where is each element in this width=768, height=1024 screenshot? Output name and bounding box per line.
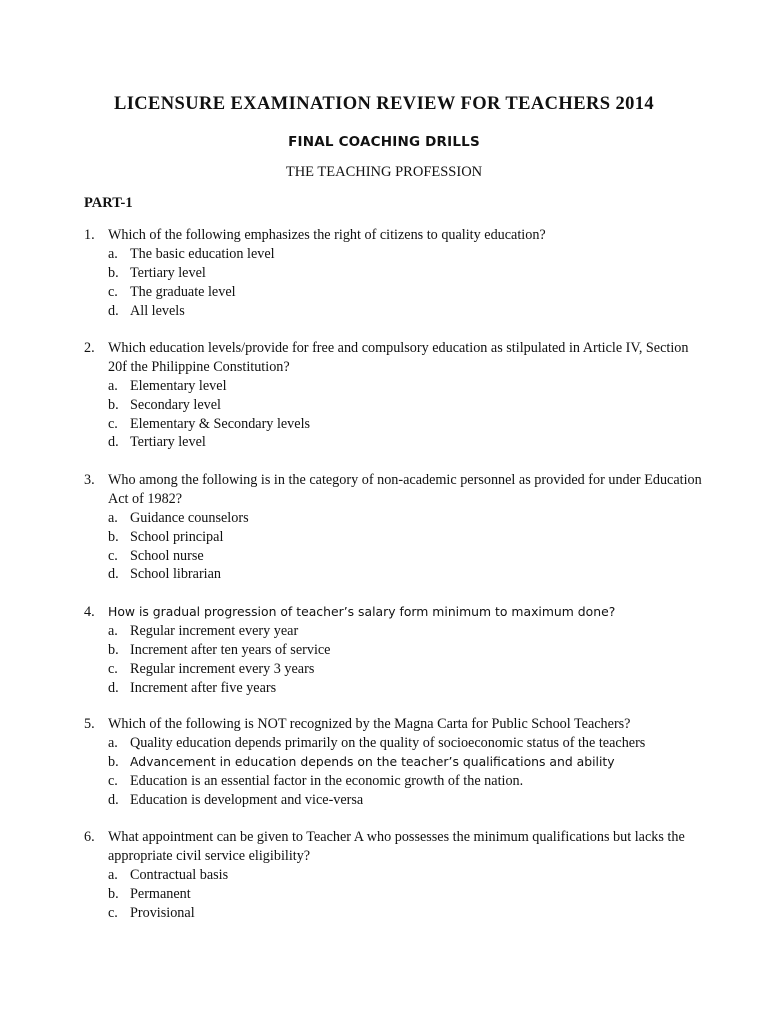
- option-text: Increment after ten years of service: [130, 641, 331, 658]
- option-text: Tertiary level: [130, 264, 206, 281]
- option-letter: a.: [108, 734, 118, 751]
- option-item: [108, 866, 228, 885]
- option-letter: a.: [108, 622, 118, 639]
- option-text: Regular increment every 3 years: [130, 660, 315, 677]
- option-text: Secondary level: [130, 396, 221, 413]
- option-text: The basic education level: [130, 245, 275, 262]
- option-item: [108, 509, 249, 528]
- question-text: What appointment can be given to Teacher A who possesses the minimum qualifications but lacks the appropriate civil service eligibility?: [108, 829, 685, 864]
- option-text: School principal: [130, 528, 224, 545]
- option-text: Advancement in education depends on the teacher’s qualifications and ability: [130, 753, 615, 769]
- option-letter: b.: [108, 396, 119, 413]
- option-text: School librarian: [130, 566, 222, 583]
- option-text: Education is an essential factor in the economic growth of the nation.: [130, 772, 524, 789]
- question-text: Who among the following is in the category of non-academic personnel as provided for under Education Act of 1982?: [108, 472, 702, 507]
- question-number: 4.: [84, 604, 95, 620]
- option-list: [108, 866, 228, 923]
- option-item: [108, 885, 228, 904]
- option-item: [108, 528, 249, 547]
- option-text: Guidance counselors: [130, 509, 249, 526]
- option-item: [108, 547, 249, 566]
- option-text: All levels: [130, 302, 185, 319]
- question-number: 2.: [84, 340, 95, 356]
- option-item: [108, 772, 645, 791]
- document-title: LICENSURE EXAMINATION REVIEW FOR TEACHERS 2014: [113, 94, 655, 114]
- option-text: Tertiary level: [130, 434, 206, 451]
- option-text: School nurse: [130, 547, 204, 564]
- option-item: [108, 302, 275, 321]
- option-letter: c.: [108, 415, 118, 432]
- part-heading: PART-1: [84, 195, 133, 211]
- option-letter: c.: [108, 547, 118, 564]
- option-list: [108, 622, 330, 698]
- option-text: Provisional: [130, 904, 195, 921]
- option-text: Increment after five years: [130, 679, 277, 696]
- option-item: [108, 433, 310, 452]
- option-item: [108, 679, 330, 698]
- option-text: Regular increment every year: [130, 622, 299, 639]
- option-letter: d.: [108, 302, 119, 319]
- section-heading: THE TEACHING PROFESSION: [285, 164, 483, 180]
- option-letter: a.: [108, 245, 118, 262]
- option-item: [108, 415, 310, 434]
- option-item: [108, 622, 330, 641]
- option-letter: a.: [108, 509, 118, 526]
- option-letter: a.: [108, 866, 118, 883]
- option-text: Contractual basis: [130, 866, 229, 883]
- option-text: Permanent: [130, 885, 191, 902]
- option-item: [108, 734, 645, 753]
- option-letter: c.: [108, 772, 118, 789]
- option-letter: b.: [108, 264, 119, 281]
- option-letter: b.: [108, 753, 119, 770]
- option-list: [108, 245, 275, 321]
- question-number: 3.: [84, 472, 95, 488]
- option-letter: c.: [108, 660, 118, 677]
- option-text: Elementary & Secondary levels: [130, 415, 311, 432]
- option-text: The graduate level: [130, 283, 236, 300]
- option-letter: d.: [108, 566, 119, 583]
- question-number: 5.: [84, 716, 95, 732]
- option-letter: d.: [108, 679, 119, 696]
- question-text: Which of the following is NOT recognized by the Magna Carta for Public School Teachers?: [108, 716, 631, 732]
- option-letter: a.: [108, 377, 118, 394]
- question-number: 1.: [84, 227, 95, 243]
- option-letter: c.: [108, 283, 118, 300]
- option-list: [108, 734, 645, 810]
- question-number: 6.: [84, 829, 95, 845]
- option-item: [108, 396, 310, 415]
- question-text: Which of the following emphasizes the right of citizens to quality education?: [108, 227, 546, 243]
- document-subtitle: FINAL COACHING DRILLS: [288, 134, 480, 150]
- option-item: [108, 660, 330, 679]
- option-item: [108, 264, 275, 283]
- option-item: [108, 641, 330, 660]
- option-item: [108, 377, 310, 396]
- option-text: Elementary level: [130, 377, 227, 394]
- option-text: Education is development and vice-versa: [130, 791, 364, 808]
- question-text: Which education levels/provide for free and compulsory education as stilpulated in Article IV, Section 20f the Philippine Constitution?: [108, 340, 689, 375]
- option-item: [108, 245, 275, 264]
- option-item: [108, 283, 275, 302]
- option-item: [108, 904, 228, 923]
- option-item: [108, 753, 645, 772]
- option-letter: d.: [108, 791, 119, 808]
- question-text: How is gradual progression of teacher’s salary form minimum to maximum done?: [108, 604, 616, 619]
- option-letter: d.: [108, 434, 119, 451]
- option-letter: b.: [108, 528, 119, 545]
- option-item: [108, 791, 645, 810]
- option-list: [108, 377, 310, 453]
- option-list: [108, 509, 249, 585]
- option-text: Quality education depends primarily on the quality of socioeconomic status of the teachers: [130, 734, 646, 751]
- option-letter: c.: [108, 904, 118, 921]
- option-letter: b.: [108, 641, 119, 658]
- option-letter: b.: [108, 885, 119, 902]
- option-item: [108, 565, 249, 584]
